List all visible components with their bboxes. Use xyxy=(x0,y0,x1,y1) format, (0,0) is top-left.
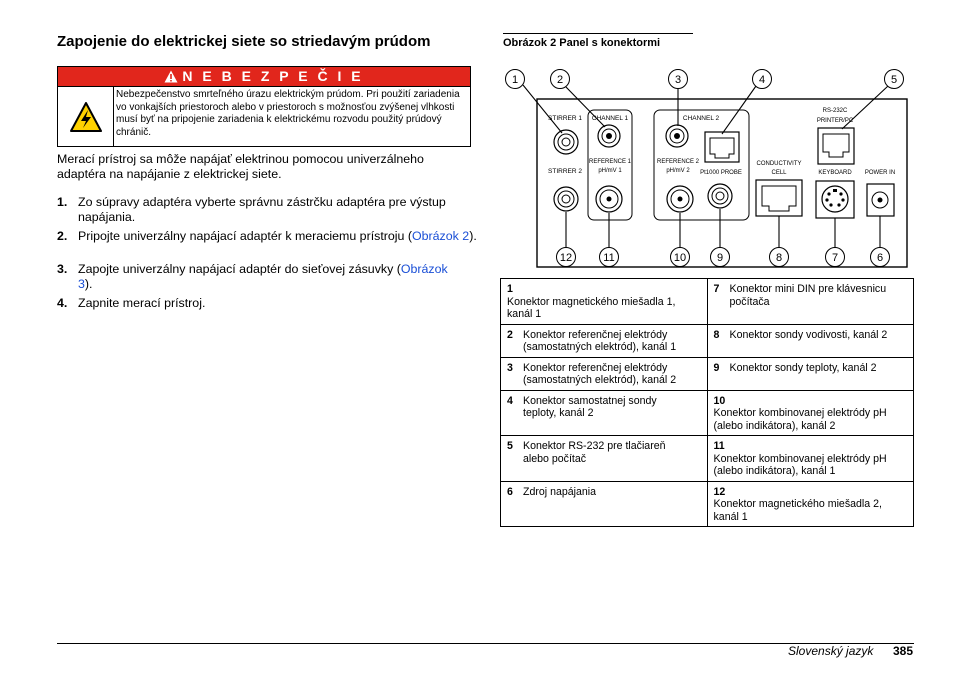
callout-6 xyxy=(871,248,890,267)
conductivity-cell-jack xyxy=(756,180,802,216)
step-text: Zapojte univerzálny napájací adaptér do sieťovej zásuvky ( xyxy=(78,262,401,276)
svg-text:6: 6 xyxy=(876,252,884,264)
legend-number: 12 xyxy=(713,485,726,498)
temperature-probe-2-jack xyxy=(705,132,739,162)
channel-1-box xyxy=(588,110,632,220)
legend-text: Konektor referenčnej elektródy (samostatných elektród), kanál 1 xyxy=(523,328,677,353)
label-reference-2: REFERENCE 2 xyxy=(656,159,700,165)
svg-text:2: 2 xyxy=(556,74,564,86)
label-keyboard: KEYBOARD xyxy=(818,170,852,176)
bnc-1-connector xyxy=(596,186,622,212)
legend-number: 6 xyxy=(507,485,513,498)
label-channel-1: CHANNEL 1 xyxy=(591,115,629,122)
callout-12 xyxy=(557,248,576,267)
label-phmv-1: pH/mV 1 xyxy=(598,168,622,174)
connector-panel-figure xyxy=(0,0,954,280)
bnc-2-connector xyxy=(667,186,693,212)
svg-text:3: 3 xyxy=(674,74,682,86)
callout-11 xyxy=(600,248,619,267)
table-row xyxy=(501,357,914,390)
keyboard-mini-din-connector xyxy=(816,181,854,218)
label-cell: CELL xyxy=(771,170,787,176)
step-number: 3. xyxy=(57,262,68,276)
callout-5 xyxy=(885,70,904,89)
callout-2 xyxy=(551,70,570,89)
callout-1 xyxy=(506,70,525,89)
svg-text:5: 5 xyxy=(890,74,898,86)
callout-8 xyxy=(770,248,789,267)
legend-text: Konektor sondy teploty, kanál 2 xyxy=(729,361,877,374)
footer-rule xyxy=(57,643,914,644)
step-number: 4. xyxy=(57,296,68,310)
step-number: 1. xyxy=(57,195,68,209)
callout-10 xyxy=(671,248,690,267)
legend-number: 1 xyxy=(507,283,513,295)
legend-text: Konektor RS-232 pre tlačiareň alebo počítač xyxy=(523,440,666,465)
svg-text:10: 10 xyxy=(673,252,687,264)
legend-text: Zdroj napájania xyxy=(523,485,597,498)
legend-number: 7 xyxy=(713,283,720,295)
step-number: 2. xyxy=(57,229,68,243)
panel-outline xyxy=(537,99,907,267)
step-text: Pripojte univerzálny napájací adaptér k meraciemu prístroju ( xyxy=(78,229,413,243)
pt1000-jack xyxy=(708,184,732,208)
rs232-jack xyxy=(818,128,854,164)
callout-9 xyxy=(711,248,730,267)
table-row xyxy=(501,324,914,357)
label-phmv-2: pH/mV 2 xyxy=(666,168,690,174)
danger-label: N E B E Z P E Č I E xyxy=(182,68,364,84)
footer-language: Slovenský jazyk xyxy=(788,644,874,658)
svg-text:4: 4 xyxy=(758,74,766,86)
step-text: Zo súpravy adaptéra vyberte správnu zástrčku adaptéra pre výstup napájania. xyxy=(78,195,446,224)
svg-text:11: 11 xyxy=(603,252,615,264)
label-pt1000: Pt1000 PROBE xyxy=(700,170,742,176)
stirrer-2-jack xyxy=(554,187,578,211)
page-number: 385 xyxy=(893,644,914,658)
step-text-end: ). xyxy=(84,277,93,291)
svg-text:8: 8 xyxy=(775,252,783,264)
step-text: Zapnite merací prístroj. xyxy=(78,296,206,310)
legend-number: 10 xyxy=(713,394,726,407)
legend-text: Konektor kombinovanej elektródy pH (alebo indikátora), kanál 1 xyxy=(713,452,887,477)
callout-4 xyxy=(753,70,772,89)
legend-text: Konektor kombinovanej elektródy pH (alebo indikátora), kanál 2 xyxy=(713,407,887,432)
power-in-jack xyxy=(867,184,894,216)
figure-2-link[interactable]: Obrázok 2 xyxy=(412,229,470,243)
svg-text:1: 1 xyxy=(511,74,519,86)
table-row xyxy=(501,279,914,325)
table-row xyxy=(501,481,914,527)
legend-text: Konektor sondy vodivosti, kanál 2 xyxy=(729,328,888,341)
reference-1-jack xyxy=(598,125,620,147)
callout-3 xyxy=(669,70,688,89)
legend-number: 2 xyxy=(507,328,513,341)
legend-number: 8 xyxy=(713,328,720,341)
label-stirrer-2: STIRRER 2 xyxy=(548,168,582,175)
section-title: Zapojenie do elektrickej siete so striedavým prúdom xyxy=(57,33,431,50)
table-row xyxy=(501,390,914,436)
label-power-in: POWER IN xyxy=(864,170,896,176)
legend-number: 5 xyxy=(507,440,513,452)
legend-number: 11 xyxy=(713,440,725,452)
svg-text:12: 12 xyxy=(559,252,573,264)
legend-number: 9 xyxy=(713,361,720,374)
label-conductivity: CONDUCTIVITY xyxy=(756,161,802,167)
svg-text:7: 7 xyxy=(831,252,839,264)
legend-number: 4 xyxy=(507,394,513,407)
intro-paragraph: Merací prístroj sa môže napájať elektrinou pomocou univerzálneho adaptéra na napájanie z elektrickej siete. xyxy=(57,152,424,181)
label-channel-2: CHANNEL 2 xyxy=(682,115,720,122)
legend-text: Konektor magnetického miešadla 2, kanál 1 xyxy=(713,498,882,523)
step-text-end: ). xyxy=(469,229,477,243)
legend-text: Konektor mini DIN pre klávesnicu počítača xyxy=(729,283,887,308)
legend-text: Konektor samostatnej sondy teploty, kanál 2 xyxy=(523,394,657,419)
callout-7 xyxy=(826,248,845,267)
legend-text: Konektor referenčnej elektródy (samostatných elektród), kanál 2 xyxy=(523,361,677,386)
danger-text: Nebezpečenstvo smrteľného úrazu elektrickým prúdom. Pri použití zariadenia vo vonkajších priestoroch alebo v priestoroch s možnosťou zvýšenej vlhkosti musí byť na pripojenie zariadenia k elektrickému rozvodu použitý prúdový chránič. xyxy=(116,89,460,138)
figure-3-link[interactable]: Obrázok 3 xyxy=(78,262,448,291)
connector-legend-table xyxy=(500,278,914,527)
label-rs232c: RS-232C xyxy=(822,108,848,114)
label-stirrer-1: STIRRER 1 xyxy=(548,115,582,122)
stirrer-1-jack xyxy=(554,130,578,154)
reference-2-jack xyxy=(666,125,688,147)
label-reference-1: REFERENCE 1 xyxy=(588,159,632,165)
table-row xyxy=(501,436,914,482)
legend-text: Konektor magnetického miešadla 1, kanál 1 xyxy=(507,295,676,320)
legend-number: 3 xyxy=(507,361,513,374)
svg-text:9: 9 xyxy=(716,252,724,264)
figure-caption: Obrázok 2 Panel s konektormi xyxy=(503,37,661,49)
label-printer-pc: PRINTER/PC xyxy=(816,118,854,124)
